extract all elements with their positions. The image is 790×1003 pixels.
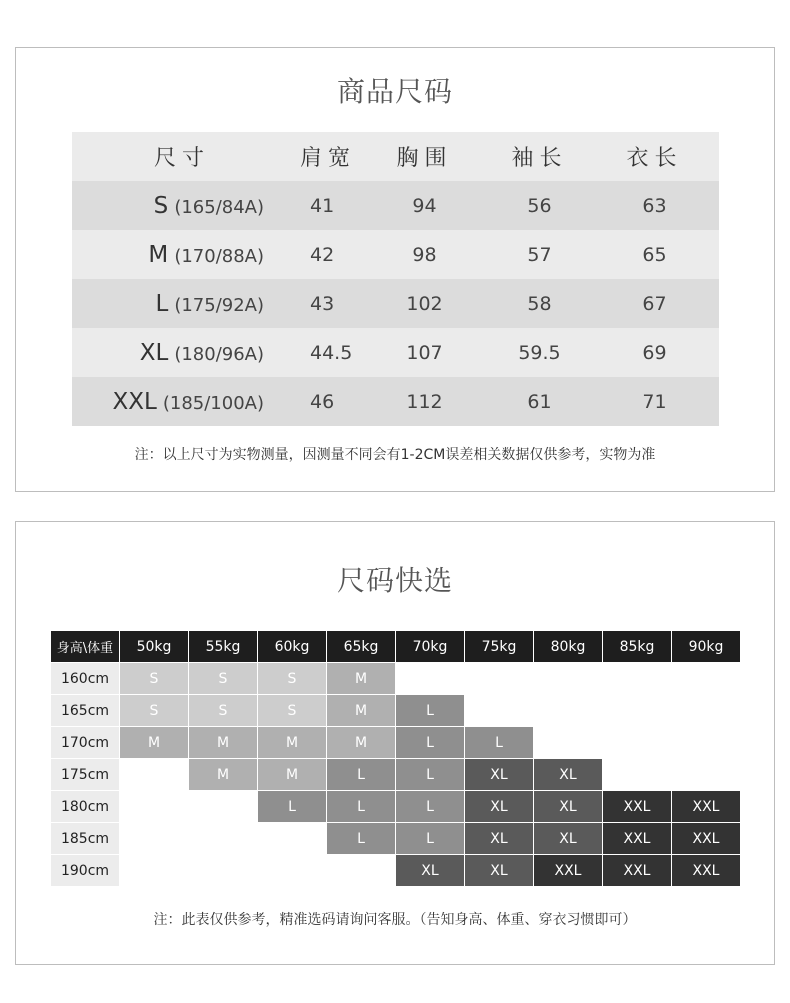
empty-cell [603,759,671,790]
quick-pick-title: 尺码快选 [336,564,453,597]
size-recommendation-cell: XXL [672,791,740,822]
shoulder-value: 41 [310,194,335,217]
shoulder-value: 42 [310,243,335,266]
chest-value: 107 [406,341,443,364]
size-cell [72,389,272,415]
size-chart-title: 商品尺码 [336,75,453,108]
empty-cell [603,663,671,694]
length-value: 65 [642,243,667,266]
size-recommendation-cell: S [120,663,188,694]
grid-corner-label: 身高\体重 [51,631,119,662]
size-row [72,230,719,279]
empty-cell [672,663,740,694]
weight-header: 85kg [603,631,671,662]
size-row [72,181,719,230]
weight-header: 90kg [672,631,740,662]
size-recommendation-cell: L [396,823,464,854]
sleeve-value: 56 [527,194,552,217]
empty-cell [258,823,326,854]
shoulder-value: 44.5 [310,341,353,364]
height-label: 180cm [51,791,119,822]
sleeve-value: 61 [527,390,552,413]
size-recommendation-cell: XXL [534,855,602,886]
shoulder-value: 46 [310,390,335,413]
shoulder-value: 43 [310,292,335,315]
size-recommendation-cell: XXL [603,855,671,886]
size-spec: (170/88A) [174,245,264,267]
size-recommendation-cell: L [327,759,395,790]
size-letter: XL [139,339,169,366]
size-recommendation-cell: M [120,727,188,758]
size-recommendation-cell: M [189,759,257,790]
size-recommendation-cell: S [258,695,326,726]
size-recommendation-cell: XL [534,823,602,854]
size-recommendation-cell: S [258,663,326,694]
size-table-header [72,132,719,181]
size-recommendation-cell: XXL [603,823,671,854]
weight-header: 60kg [258,631,326,662]
header-sleeve: 袖长 [511,146,568,171]
size-letter: M [148,241,169,268]
header-chest: 胸围 [396,146,453,171]
size-recommendation-cell: S [120,695,188,726]
size-row [72,279,719,328]
chest-value: 94 [412,194,437,217]
size-recommendation-cell: XL [534,791,602,822]
empty-cell [258,855,326,886]
chest-value: 102 [406,292,443,315]
length-value: 67 [642,292,667,315]
empty-cell [396,663,464,694]
size-table [72,132,719,426]
size-letter: L [155,290,169,317]
grid-row [51,759,741,791]
quick-pick-note: 注：此表仅供参考，精准选码请询问客服。（告知身高、体重、穿衣习惯即可） [153,912,637,928]
sleeve-value: 57 [527,243,552,266]
size-recommendation-cell: M [327,727,395,758]
length-value: 71 [642,390,667,413]
height-label: 175cm [51,759,119,790]
grid-row [51,855,741,887]
length-value: 69 [642,341,667,364]
size-spec: (180/96A) [174,343,264,365]
chest-value: 98 [412,243,437,266]
weight-header: 70kg [396,631,464,662]
quick-pick-panel [15,521,775,965]
empty-cell [534,663,602,694]
weight-header: 65kg [327,631,395,662]
empty-cell [534,695,602,726]
size-recommendation-cell: M [327,663,395,694]
size-cell [72,193,272,219]
empty-cell [327,855,395,886]
weight-header: 50kg [120,631,188,662]
size-spec: (185/100A) [162,392,264,414]
weight-header: 55kg [189,631,257,662]
chest-value: 112 [406,390,443,413]
size-recommendation-cell: XL [396,855,464,886]
size-recommendation-cell: XL [465,791,533,822]
size-cell [72,242,272,268]
height-label: 190cm [51,855,119,886]
empty-cell [465,663,533,694]
height-label: 160cm [51,663,119,694]
size-recommendation-cell: XL [465,823,533,854]
size-row [72,328,719,377]
size-letter: XXL [112,388,157,415]
empty-cell [603,727,671,758]
size-chart-note: 注：以上尺寸为实物测量，因测量不同会有1-2CM误差相关数据仅供参考，实物为准 [134,447,656,463]
size-recommendation-cell: XL [465,855,533,886]
quick-pick-grid [51,631,741,887]
sleeve-value: 59.5 [518,341,561,364]
size-recommendation-cell: L [465,727,533,758]
empty-cell [465,695,533,726]
size-recommendation-cell: L [396,695,464,726]
size-row [72,377,719,426]
length-value: 63 [642,194,667,217]
size-recommendation-cell: M [189,727,257,758]
size-letter: S [153,192,169,219]
size-recommendation-cell: M [258,759,326,790]
empty-cell [534,727,602,758]
size-cell [72,340,272,366]
grid-row [51,791,741,823]
size-recommendation-cell: S [189,695,257,726]
size-recommendation-cell: L [327,823,395,854]
empty-cell [672,727,740,758]
size-cell [72,291,272,317]
weight-header: 80kg [534,631,602,662]
header-size: 尺寸 [153,146,210,171]
grid-row [51,727,741,759]
height-label: 165cm [51,695,119,726]
size-spec: (165/84A) [174,196,264,218]
grid-row [51,695,741,727]
size-recommendation-cell: L [396,791,464,822]
size-recommendation-cell: S [189,663,257,694]
size-recommendation-cell: L [396,759,464,790]
header-shoulder: 肩宽 [300,146,357,171]
grid-row [51,663,741,695]
empty-cell [672,695,740,726]
empty-cell [120,791,188,822]
empty-cell [189,855,257,886]
empty-cell [120,823,188,854]
size-recommendation-cell: XXL [672,855,740,886]
size-recommendation-cell: XL [465,759,533,790]
size-recommendation-cell: XXL [672,823,740,854]
size-recommendation-cell: L [258,791,326,822]
empty-cell [672,759,740,790]
empty-cell [189,823,257,854]
grid-row [51,823,741,855]
height-label: 170cm [51,727,119,758]
weight-header: 75kg [465,631,533,662]
size-recommendation-cell: XXL [603,791,671,822]
size-chart-panel [15,47,775,492]
empty-cell [603,695,671,726]
empty-cell [120,855,188,886]
grid-header-row [51,631,741,663]
empty-cell [120,759,188,790]
size-recommendation-cell: M [327,695,395,726]
header-length: 衣长 [626,146,683,171]
size-recommendation-cell: XL [534,759,602,790]
sleeve-value: 58 [527,292,552,315]
size-recommendation-cell: L [396,727,464,758]
size-spec: (175/92A) [174,294,264,316]
empty-cell [189,791,257,822]
size-recommendation-cell: M [258,727,326,758]
height-label: 185cm [51,823,119,854]
size-recommendation-cell: L [327,791,395,822]
